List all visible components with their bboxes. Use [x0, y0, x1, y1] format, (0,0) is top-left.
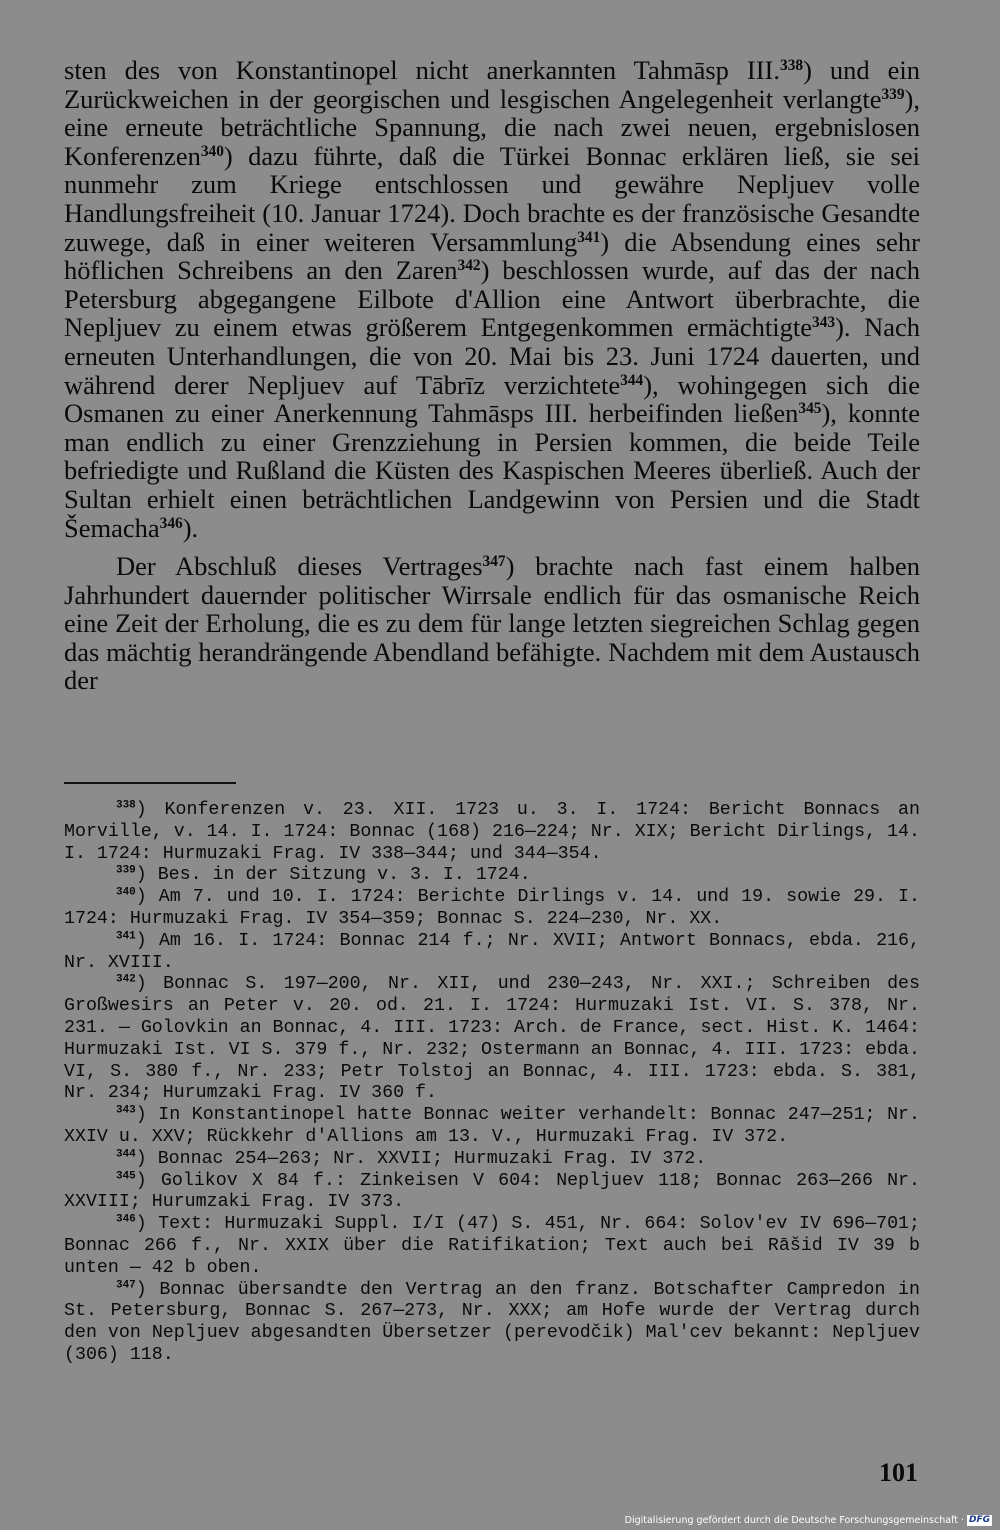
paragraph-1	[64, 56, 920, 542]
text-run: ). Nach erneuten Unterhandlungen, die von 20. Mai bis 23. Juni 1724 dauerten, und während derer Nepljuev auf Tābrīz verzichtete	[64, 312, 920, 400]
footnote	[64, 931, 920, 975]
footnote	[64, 1171, 920, 1215]
credit-text: Digitalisierung gefördert durch die Deutsche Forschungsgemeinschaft ·	[624, 1515, 964, 1526]
footnote-text: ) In Konstantinopel hatte Bonnac weiter verhandelt: Bonnac 247—251; Nr. XXIV u. XXV; Rückkehr d'Allions am 13. V., Hurmuzaki Frag. IV 372.	[64, 1105, 920, 1147]
footnote	[64, 1105, 920, 1149]
text-run: ), konnte man endlich zu einer Grenzziehung in Persien kommen, die beide Teile befriedigte und Rußland die Küsten des Kaspischen Meeres überließ. Auch der Sultan erhielt einen beträchtlichen Landgewinn von Persien und die Stadt Šemacha	[64, 398, 920, 543]
footnote	[64, 974, 920, 1105]
text-run: Der Abschluß dieses Vertrages	[116, 551, 483, 582]
footnote-ref: 347	[482, 552, 506, 570]
footnote-number: 341	[116, 930, 136, 943]
footnote-ref: 346	[159, 514, 183, 532]
footnote-number: 344	[116, 1148, 136, 1161]
footnote	[64, 865, 920, 887]
footnote-text: ) Bonnac 254—263; Nr. XXVII; Hurmuzaki Frag. IV 372.	[135, 1148, 707, 1169]
footnote-text: ) Bes. in der Sitzung v. 3. I. 1724.	[135, 865, 531, 886]
footnote-number: 345	[116, 1169, 136, 1182]
footnote	[64, 1280, 920, 1367]
text-run: ) dazu führte, daß die Türkei Bonnac erklären ließ, sie sei nunmehr zum Kriege entschlossen und gewähre Nepljuev volle Handlungsfreiheit (10. Januar 1724). Doch brachte es der französische Gesandte zuwege, daß in einer weiteren Versammlung	[64, 140, 920, 257]
footnote-number: 342	[116, 973, 136, 986]
footnote-number: 347	[116, 1278, 136, 1291]
footnote-number: 346	[116, 1213, 136, 1226]
footnote-text: ) Bonnac übersandte den Vertrag an den franz. Botschafter Campredon in St. Petersburg, Bonnac S. 267—273, Nr. XXX; am Hofe wurde der Vertrag durch den von Nepljuev abgesandten Übersetzer (perevodčik) Mal'cev bekannt: Nepljuev (306) 118.	[64, 1279, 920, 1365]
footnote	[64, 887, 920, 931]
main-text	[64, 56, 920, 695]
footnote-number: 338	[116, 799, 136, 812]
footnote-text: ) Bonnac S. 197—200, Nr. XII, und 230—243, Nr. XXI.; Schreiben des Großwesirs an Peter v. 20. od. 21. I. 1724: Hurmuzaki Ist. VI. S. 378, Nr. 231. — Golovkin an Bonnac, 4. III. 1723: Arch. de France, sect. Hist. K. 1464: Hurmuzaki Ist. VI S. 379 f., Nr. 232; Ostermann an Bonnac, 4. III. 1723: ebda. VI, S. 380 f., Nr. 233; Petr Tolstoj an Bonnac, 4. III. 1723: ebda. S. 381, Nr. 234; Hurumzaki Frag. IV 360 f.	[64, 974, 920, 1104]
footnote-text: ) Konferenzen v. 23. XII. 1723 u. 3. I. 1724: Bericht Bonnacs an Morville, v. 14. I. 1724: Bonnac (168) 216—224; Nr. XIX; Bericht Dirlings, 14. I. 1724: Hurmuzaki Frag. IV 338—344; und 344—354.	[64, 800, 920, 864]
text-run: ), eine erneute beträchtliche Spannung, die nach zwei neuen, ergebnislosen Konferenzen	[64, 83, 920, 171]
footnote-ref: 340	[200, 142, 224, 160]
page-number: 101	[879, 1458, 918, 1487]
footnote-number: 343	[116, 1104, 136, 1117]
digitization-credit	[625, 1515, 992, 1526]
footnote-ref: 341	[577, 228, 601, 246]
footnote	[64, 800, 920, 865]
footnote-ref: 344	[620, 371, 644, 389]
footnote-separator	[64, 782, 236, 784]
footnote-ref: 345	[798, 399, 822, 417]
footnote	[64, 1149, 920, 1171]
text-run: ).	[182, 512, 199, 543]
footnote-text: ) Golikov X 84 f.: Zinkeisen V 604: Nepljuev 118; Bonnac 263—266 Nr. XXVIII; Hurumzaki Frag. IV 373.	[64, 1170, 920, 1213]
footnote-number: 339	[116, 864, 136, 877]
paragraph-2	[64, 552, 920, 695]
footnote	[64, 1214, 920, 1279]
text-run: ) die Absendung eines sehr höflichen Schreibens an den Zaren	[64, 226, 920, 286]
footnotes	[64, 800, 920, 1367]
footnote-text: ) Am 16. I. 1724: Bonnac 214 f.; Nr. XVII; Antwort Bonnacs, ebda. 216, Nr. XVIII.	[64, 930, 920, 973]
text-run: ) und ein Zurückweichen in der georgischen und lesgischen Angelegenheit verlangte	[64, 55, 920, 114]
footnote-text: ) Am 7. und 10. I. 1724: Berichte Dirlings v. 14. und 19. sowie 29. I. 1724: Hurmuzaki Frag. IV 354—359; Bonnac S. 224—230, Nr. XX.	[64, 887, 920, 929]
footnote-ref: 339	[881, 85, 905, 103]
footnote-ref: 343	[812, 314, 836, 332]
dfg-logo-icon: DFG	[968, 1515, 990, 1525]
footnote-number: 340	[116, 886, 136, 899]
text-run: ), wohingegen sich die Osmanen zu einer Anerkennung Tahmāsps III. herbeifinden ließen	[64, 369, 920, 429]
text-run: ) beschlossen wurde, auf das der nach Petersburg abgegangene Eilbote d'Allion eine Antwort überbrachte, die Nepljuev zu einem etwas größerem Entgegenkommen ermächtigte	[64, 255, 920, 343]
text-run: ) brachte nach fast einem halben Jahrhundert dauernder politischer Wirrsale endlich für das osmanische Reich eine Zeit der Erholung, die es zu dem für lange letzten siegreichen Schlag gegen das mächtig herandrängende Abendland befähigte. Nachdem mit dem Austausch der	[64, 551, 920, 696]
footnote-text: ) Text: Hurmuzaki Suppl. I/I (47) S. 451, Nr. 664: Solov'ev IV 696—701; Bonnac 266 f., Nr. XXIX über die Ratifikation; Text auch bei Rāšid IV 39 b unten — 42 b oben.	[64, 1214, 920, 1278]
footnote-ref: 342	[457, 256, 481, 274]
text-run: sten des von Konstantinopel nicht anerkannten Tahmāsp III.	[64, 55, 781, 85]
footnote-ref: 338	[780, 56, 804, 74]
